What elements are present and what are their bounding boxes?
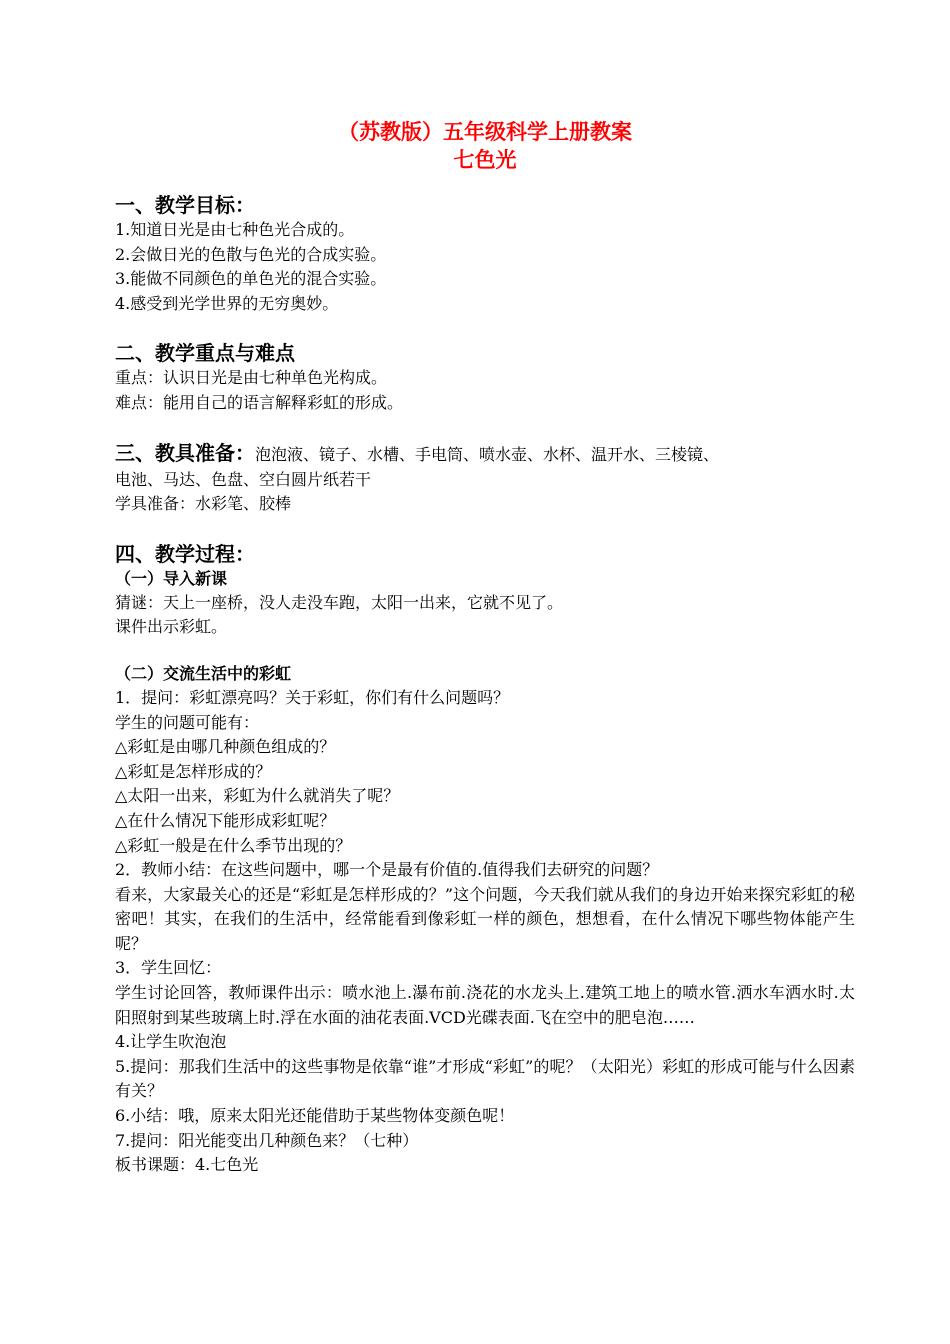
process-line: 6.小结：哦，原来太阳光还能借助于某些物体变颜色呢！ bbox=[115, 1106, 515, 1126]
process-paragraph: 学生讨论回答，教师课件出示：喷水池上.瀑布前.浇花的水龙头上.建筑工地上的喷水管.洒水车洒水时.太阳照射到某些玻璃上时.浮在水面的油花表面.VCD光碟表面.飞在空中的肥皂泡…… bbox=[115, 983, 855, 1027]
objective-item: 1.知道日光是由七种色光合成的。 bbox=[115, 220, 355, 239]
question-item: △在什么情况下能形成彩虹呢？ bbox=[115, 810, 336, 830]
question-item: △彩虹是怎样形成的？ bbox=[115, 761, 272, 781]
section-heading-process: 四、教学过程： bbox=[115, 541, 255, 566]
riddle-line: 猜谜：天上一座桥，没人走没车跑，太阳一出来，它就不见了。 bbox=[115, 592, 564, 612]
process-line: 3．学生回忆： bbox=[115, 958, 222, 978]
difficulty-line: 难点：能用自己的语言解释彩虹的形成。 bbox=[115, 392, 404, 412]
materials-heading-text: 三、教具准备： bbox=[115, 440, 255, 465]
lesson-title: 七色光 bbox=[453, 147, 517, 172]
process-paragraph: 5.提问：那我们生活中的这些事物是依靠“谁”才形成“彩虹”的呢？（太阳光）彩虹的形成可能与什么因素有关？ bbox=[115, 1056, 855, 1101]
key-point-line: 重点：认识日光是由七种单色光构成。 bbox=[115, 368, 388, 388]
objective-item: 4.感受到光学世界的无穷奥妙。 bbox=[115, 293, 339, 313]
question-item: △彩虹一般是在什么季节出现的？ bbox=[115, 835, 352, 855]
objective-item: 2.会做日光的色散与色光的合成实验。 bbox=[115, 244, 387, 264]
subsection-heading-rainbow: （二）交流生活中的彩虹 bbox=[115, 663, 292, 683]
materials-list: 泡泡液、镜子、水槽、手电筒、喷水壶、水杯、温开水、三棱镜、 bbox=[255, 444, 720, 464]
process-line: 1．提问：彩虹漂亮吗？关于彩虹，你们有什么问题吗？ bbox=[115, 687, 510, 707]
objective-item: 3.能做不同颜色的单色光的混合实验。 bbox=[115, 269, 387, 289]
process-paragraph: 看来，大家最关心的还是“彩虹是怎样形成的？”这个问题，今天我们就从我们的身边开始来探究彩虹的秘密吧！其实，在我们的生活中，经常能看到像彩虹一样的颜色，想想看，在什么情况下哪些物体能产生呢？ bbox=[115, 884, 855, 953]
document-page bbox=[115, 118, 855, 1178]
student-materials: 学具准备：水彩笔、胶棒 bbox=[115, 494, 292, 514]
question-item: △太阳一出来，彩虹为什么就消失了呢？ bbox=[115, 786, 400, 806]
document-title: （苏教版）五年级科学上册教案 bbox=[338, 119, 632, 144]
process-line: 4.让学生吹泡泡 bbox=[115, 1032, 227, 1052]
question-item: △彩虹是由哪几种颜色组成的？ bbox=[115, 737, 336, 757]
section-heading-key-points: 二、教学重点与难点 bbox=[115, 341, 295, 366]
section-heading-objectives: 一、教学目标： bbox=[115, 193, 255, 217]
process-line: 学生的问题可能有： bbox=[115, 712, 260, 732]
subsection-heading-intro: （一）导入新课 bbox=[115, 568, 228, 588]
board-title-line: 板书课题：4.七色光 bbox=[115, 1155, 259, 1175]
process-line: 7.提问：阳光能变出几种颜色来？（七种） bbox=[115, 1130, 419, 1150]
courseware-line: 课件出示彩虹。 bbox=[115, 617, 228, 637]
process-line: 2．教师小结：在这些问题中，哪一个是最有价值的.值得我们去研究的问题？ bbox=[115, 860, 659, 880]
section-heading-materials bbox=[115, 440, 855, 468]
materials-list-continued: 电池、马达、色盘、空白圆片纸若干 bbox=[115, 469, 372, 489]
